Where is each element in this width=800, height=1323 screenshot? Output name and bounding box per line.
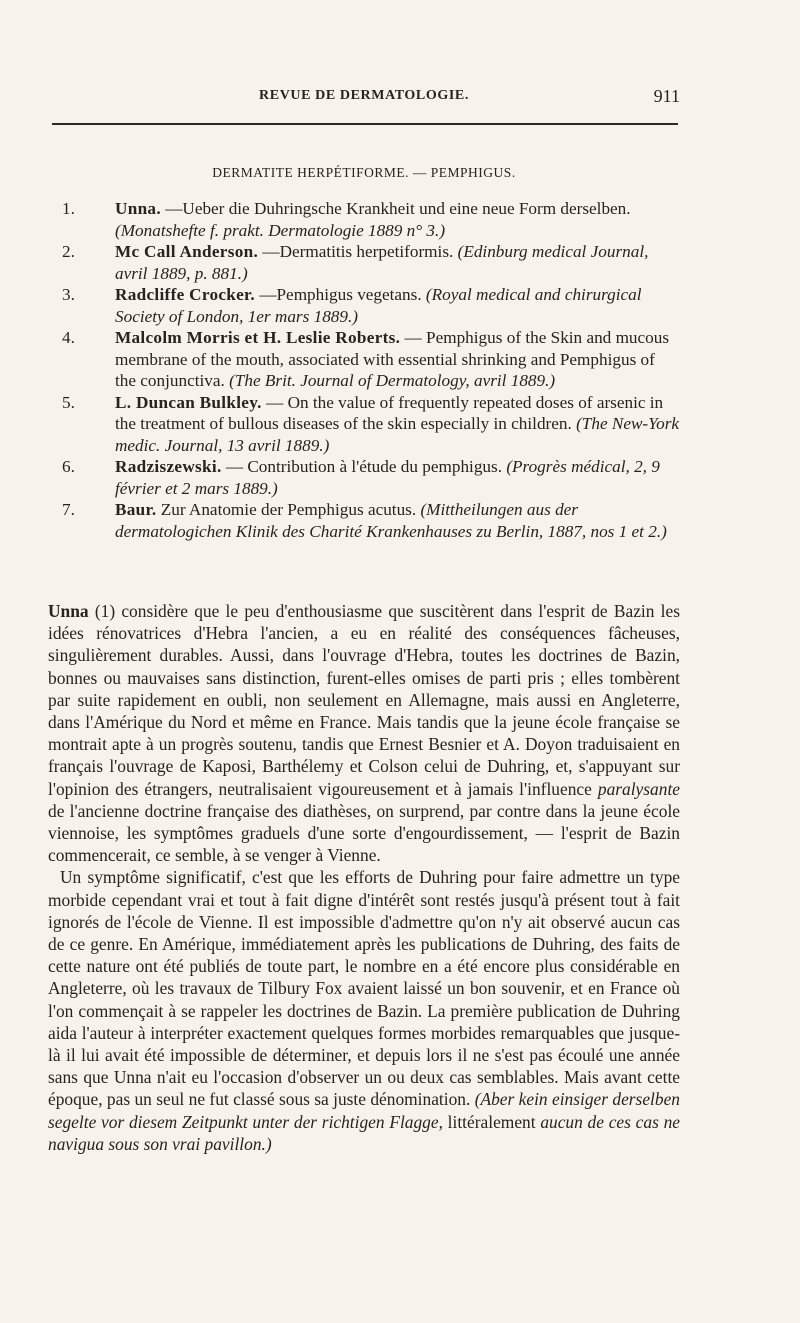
reference-title: —Pemphigus vegetans. <box>259 285 422 304</box>
reference-author: Malcolm Morris et H. Leslie Roberts. <box>115 328 401 347</box>
reference-item <box>48 327 680 392</box>
header-rule <box>52 123 678 125</box>
reference-item <box>48 456 680 499</box>
reference-number: 6. <box>62 457 75 476</box>
emphasis-text: paralysante <box>597 778 680 799</box>
reference-author: L. Duncan Bulkley. <box>115 392 262 412</box>
reference-source: (Mittheilungen aus der dermatologichen Klinik des Charité Krankenhauses zu Berlin, 1887, nos 1 et 2.) <box>115 500 667 541</box>
paragraph-text: de l'ancienne doctrine française des diathèses, on surprend, par contre dans la jeune école viennoise, les symptômes graduels d'une sorte d'engourdissement, — l'esprit de Bazin commencerait, ce semble, à se venger à Vienne. <box>48 800 680 866</box>
reference-number: 4. <box>62 328 75 347</box>
reference-source: (The New-York medic. Journal, 13 avril 1889.) <box>115 414 680 455</box>
reference-number: 2. <box>62 242 75 261</box>
article-body <box>48 600 680 1155</box>
section-title: DERMATITE HERPÉTIFORME. — PEMPHIGUS. <box>212 165 516 180</box>
paragraph-text: (1) considère que le peu d'enthousiasme que suscitèrent dans l'esprit de Bazin les idées rénovatrices d'Hebra l'ancien, a eu en réalité des conséquences fâcheuses, singulièrement durables. Aussi, dans l'ouvrage d'Hebra, toutes les doctrines de Bazin, bonnes ou mauvaises sans distinction, furent-elles omises de parti pris ; elles tombèrent par suite rapidement en oubli, non seulement en Allemagne, mais aussi en Angleterre, dans l'Amérique du Nord et même en France. Mais tandis que la jeune école française se montrait apte à un progrès soutenu, tandis que Ernest Besnier et A. Doyon traduisaient en français l'ouvrage de Kaposi, Barthélemy et Colson celui de Duhring, et, s'appuyant sur l'opinion des étrangers, neutralisaient vigoureusement et à jamais l'influence <box>48 601 680 799</box>
german-quote: (Aber kein einsiger derselben segelte vor diesem Zeitpunkt unter der richtigen Flagge, <box>48 1089 680 1132</box>
reference-author: Radziszewski. <box>115 457 222 476</box>
paragraph-text: Un symptôme significatif, c'est que les efforts de Duhring pour faire admettre un type morbide cependant vrai et tout à fait digne d'intérêt sont restés jusqu'à présent tout à fait ignorés de l'école de Vienne. Il est impossible d'admettre qu'on n'y ait observé aucun cas de ce genre. En Amérique, immédiatement après les publications de Duhring, des faits de cette nature ont été publiés de toute part, le nombre en a été encore plus considérable en Angleterre, où les travaux de Tilbury Fox avaient laissé un bon souvenir, et en France où l'on commençait à se rappeler les doctrines de Bazin. La première publication de Duhring aida l'auteur à interpréter exactement quelques formes morbides remarquables que jusque-là il lui avait été impossible de déterminer, et depuis lors il ne s'est pas écoulé une année sans que Unna n'ait eu l'occasion d'observer un ou deux cas semblables. Mais avant cette époque, pas un seul ne fut classé sous sa juste dénomination. <box>48 867 680 1110</box>
reference-title: — On the value of frequently repeated doses of arsenic in the treatment of bullous diseases of the skin especially in children. <box>115 392 664 433</box>
reference-number: 1. <box>62 199 75 218</box>
reference-number: 5. <box>62 392 75 412</box>
reference-title: —Ueber die Duhringsche Krankheit und eine neue Form derselben. <box>165 199 631 218</box>
reference-item <box>48 198 680 241</box>
running-head <box>48 88 680 110</box>
reference-title: Zur Anatomie der Pemphigus acutus. <box>160 500 417 519</box>
body-paragraph <box>48 866 680 1155</box>
reference-item <box>48 284 680 327</box>
reference-number: 7. <box>62 500 75 519</box>
translation-quote: aucun de ces cas ne navigua sous son vrai pavillon.) <box>48 1111 681 1154</box>
reference-source: (Monatshefte f. prakt. Dermatologie 1889 n° 3.) <box>115 220 446 240</box>
reference-list <box>48 198 680 542</box>
reference-author: Unna. <box>115 199 161 218</box>
paragraph-text: littéralement <box>442 1111 541 1132</box>
reference-author: Radcliffe Crocker. <box>115 285 256 304</box>
reference-source: (Edinburg medical Journal, avril 1889, p. 881.) <box>115 242 649 283</box>
reference-source: (Progrès médical, 2, 9 février et 2 mars 1889.) <box>115 457 660 498</box>
reference-title: —Dermatitis herpetiformis. <box>262 242 454 261</box>
page-number: 911 <box>653 86 680 106</box>
lead-author-name: Unna <box>48 601 89 621</box>
reference-title: — Pemphigus of the Skin and mucous membrane of the mouth, associated with essential shrinking and Pemphigus of the conjunctiva. <box>115 328 670 390</box>
body-paragraph <box>48 600 680 866</box>
reference-number: 3. <box>62 285 75 304</box>
reference-author: Mc Call Anderson. <box>115 242 259 261</box>
reference-item <box>48 241 680 284</box>
running-title: REVUE DE DERMATOLOGIE. <box>259 88 469 103</box>
reference-source: (Royal medical and chirurgical Society of London, 1er mars 1889.) <box>115 285 642 326</box>
reference-title: — Contribution à l'étude du pemphigus. <box>225 457 503 476</box>
reference-author: Baur. <box>115 500 157 519</box>
reference-item <box>48 392 680 457</box>
reference-item <box>48 499 680 542</box>
reference-source: (The Brit. Journal of Dermatology, avril 1889.) <box>229 371 556 390</box>
